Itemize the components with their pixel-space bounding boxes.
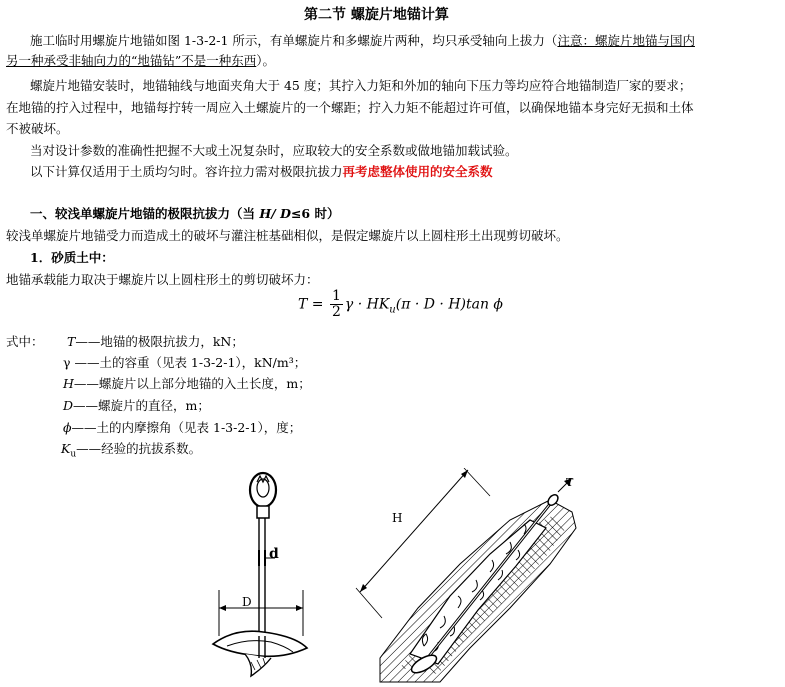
legend-item-phi xyxy=(63,420,301,436)
intro-p4-text: 以下计算仅适用于土质均匀时。容许拉力需对极限抗拔力 xyxy=(30,164,343,179)
soil-cylinder xyxy=(410,520,546,664)
formula-subscript: u xyxy=(389,304,396,316)
legend-text: ——土的内摩擦角（见表 1-3-2-1），度； xyxy=(71,420,302,435)
formula-rhs: γ · HK xyxy=(344,296,390,313)
legend-symbol: ϕ xyxy=(63,420,72,435)
intro-p1-note: 注意：螺旋片地锚与国内 xyxy=(557,33,695,48)
legend-text: ——螺旋片的直径，m； xyxy=(73,398,210,413)
helix-anchor-figure xyxy=(205,468,315,683)
page-title: 第二节 螺旋片地锚计算 xyxy=(304,7,449,23)
subsection-1-heading: 1．砂质土中： xyxy=(30,250,114,265)
intro-paragraph-1-cont xyxy=(6,53,275,69)
intro-paragraph-4 xyxy=(30,164,493,180)
dimension-d-label: d xyxy=(269,546,279,562)
helix-plate xyxy=(213,631,307,656)
legend-item-gamma xyxy=(63,355,306,371)
formula-numerator: 1 xyxy=(331,288,341,304)
subsection-1-description: 地锚承载能力取决于螺旋片以上圆柱形土的剪切破坏力： xyxy=(6,272,319,287)
dimension-D-label: D xyxy=(242,595,252,609)
intro-p4-highlight: 再考虑整体使用的安全系数 xyxy=(342,164,493,179)
formula-rhs-2: (π · D · H)tan ϕ xyxy=(395,296,503,313)
section-1-heading-c: ≤6 时） xyxy=(290,206,340,221)
formula-fraction xyxy=(330,289,343,320)
section-1-description: 较浅单螺旋片地锚受力而造成土的破坏与灌注桩基础相似，是假定螺旋片以上圆柱形土出现剪切破坏。 xyxy=(6,228,569,243)
formula-denominator: 2 xyxy=(331,304,341,320)
formula-lhs: T = xyxy=(298,296,328,313)
intro-paragraph-1 xyxy=(30,33,695,49)
anchor-eye xyxy=(250,473,276,507)
legend-item-Ku xyxy=(61,441,201,463)
legend-lead: 式中： xyxy=(6,334,44,349)
force-T-label: T xyxy=(566,476,574,489)
legend-symbol: K xyxy=(61,441,71,456)
intro-paragraph-2-line-2: 在地锚的拧入过程中，地锚每拧转一周应入土螺旋片的一个螺距；拧入力矩不能超过许可值，以确保地锚本身完好无损和土体 xyxy=(6,100,694,115)
uplift-formula xyxy=(298,289,503,320)
section-1-heading-a: 一、较浅单螺旋片地锚的极限抗拔力（当 xyxy=(30,206,260,221)
legend-text: ——经验的抗拔系数。 xyxy=(76,441,202,456)
installed-anchor-figure xyxy=(340,468,590,683)
legend-item-T xyxy=(67,334,244,350)
legend-symbol: T xyxy=(67,334,76,349)
intro-paragraph-3: 当对设计参数的准确性把握不大或土况复杂时，应取较大的安全系数或做地锚加载试验。 xyxy=(30,143,518,158)
intro-p1-end: ）。 xyxy=(256,53,276,68)
legend-symbol-sub: u xyxy=(70,449,77,460)
legend-text: ——土的容重（见表 1-3-2-1），kN/m³； xyxy=(70,355,307,370)
intro-p1-note-cont: 另一种承受非轴向力的“地锚钻”不是一种东西 xyxy=(6,53,257,68)
legend-item-D xyxy=(63,398,210,414)
section-1-heading xyxy=(30,206,339,222)
legend-text: ——螺旋片以上部分地锚的入土长度，m； xyxy=(73,376,311,391)
legend-symbol: D xyxy=(63,398,74,413)
intro-p1-text: 施工临时用螺旋片地锚如图 1-3-2-1 所示，有单螺旋片和多螺旋片两种，均只承受轴向上拔力（ xyxy=(30,33,558,48)
dimension-H-label: H xyxy=(392,511,403,525)
legend-item-H xyxy=(63,376,311,392)
section-1-heading-ratio: H/ D xyxy=(259,206,291,221)
intro-paragraph-2-line-3: 不被破坏。 xyxy=(6,121,69,136)
legend-symbol: γ xyxy=(63,355,71,370)
legend-text: ——地锚的极限抗拔力，kN； xyxy=(75,334,244,349)
legend-symbol: H xyxy=(63,376,74,391)
intro-paragraph-2-line-1: 螺旋片地锚安装时，地锚轴线与地面夹角大于 45 度；其拧入力矩和外加的轴向下压力等均应符合地锚制造厂家的要求； xyxy=(30,78,692,93)
